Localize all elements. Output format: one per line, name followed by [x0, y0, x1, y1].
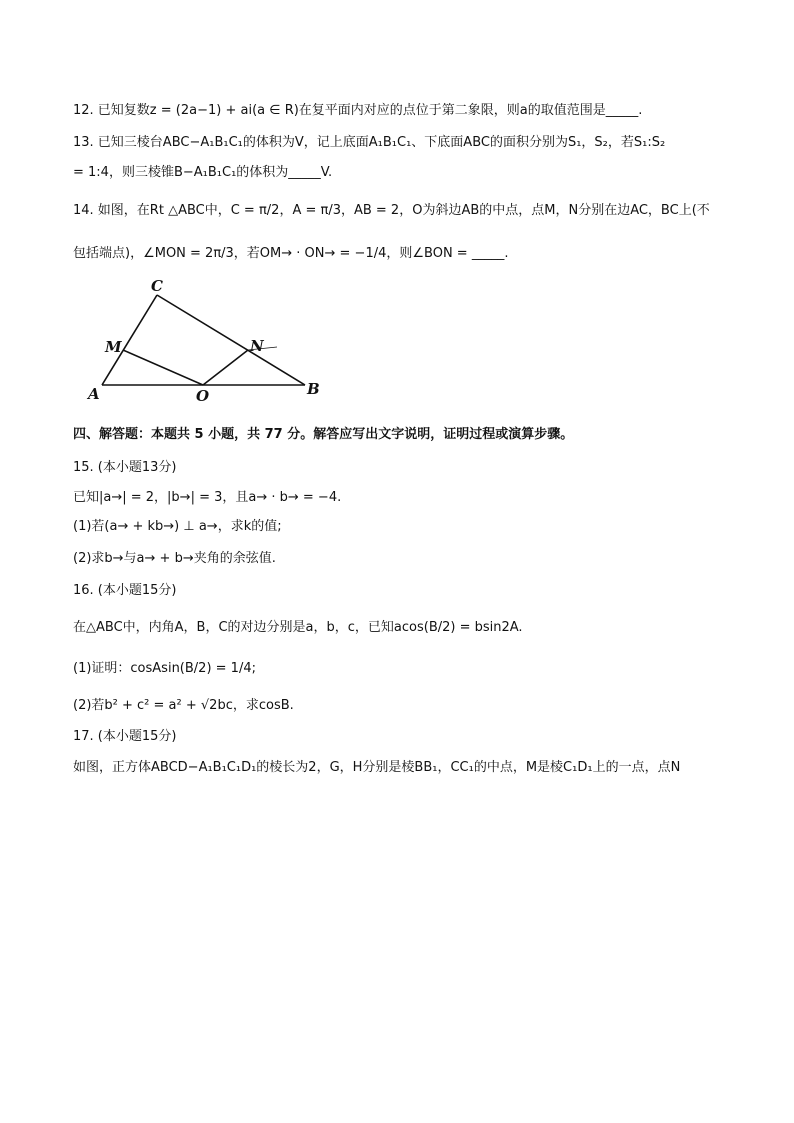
label-O: O [196, 387, 210, 405]
question-15-part-1: (1)若(a→ + kb→) ⊥ a→，求k的值; [73, 519, 282, 534]
section-4-heading: 四、解答题：本题共 5 小题，共 77 分。解答应写出文字说明，证明过程或演算步骤。 [73, 427, 574, 442]
question-13-line-2: = 1:4，则三棱锥B−A₁B₁C₁的体积为_____V. [73, 165, 333, 180]
question-17-line-1: 如图，正方体ABCD−A₁B₁C₁D₁的棱长为2，G，H分别是棱BB₁，CC₁的中点，M是棱C₁D₁上的一点，点N [73, 760, 681, 775]
segment-MO [123, 350, 203, 385]
question-14-line-2: 包括端点)，∠MON = 2π/3，若OM→ · ON→ = −1/4，则∠BON = _____. [73, 246, 509, 261]
question-16-part-2: (2)若b² + c² = a² + √2bc，求cosB. [73, 698, 294, 713]
question-15-given: 已知|a→| = 2，|b→| = 3，且a→ · b→ = −4. [73, 490, 342, 505]
segment-ON [203, 350, 248, 385]
question-17-title: 17. (本小题15分) [73, 729, 177, 744]
question-16-part-1: (1)证明：cosAsin(B/2) = 1/4; [73, 661, 256, 676]
label-C: C [151, 278, 163, 295]
question-15-title: 15. (本小题13分) [73, 460, 177, 475]
label-B: B [307, 380, 320, 398]
question-16-given: 在△ABC中，内角A，B，C的对边分别是a，b，c，已知acos(B/2) = bsin2A. [73, 620, 523, 635]
question-12: 12. 已知复数z = (2a−1) + ai(a ∈ R)在复平面内对应的点位于第二象限，则a的取值范围是_____. [73, 103, 643, 118]
segment-BC [157, 295, 305, 385]
triangle-figure [85, 278, 335, 408]
label-N: N [250, 337, 264, 355]
question-16-title: 16. (本小题15分) [73, 583, 177, 598]
question-14-line-1: 14. 如图，在Rt △ABC中，C = π/2，A = π/3，AB = 2，O为斜边AB的中点，点M，N分别在边AC，BC上(不 [73, 203, 710, 218]
label-M: M [105, 338, 122, 356]
question-13-line-1: 13. 已知三棱台ABC−A₁B₁C₁的体积为V，记上底面A₁B₁C₁、下底面ABC的面积分别为S₁，S₂，若S₁:S₂ [73, 135, 666, 150]
triangle-diagram [85, 278, 335, 408]
question-15-part-2: (2)求b→与a→ + b→夹角的余弦值. [73, 551, 276, 566]
label-A: A [88, 385, 100, 403]
